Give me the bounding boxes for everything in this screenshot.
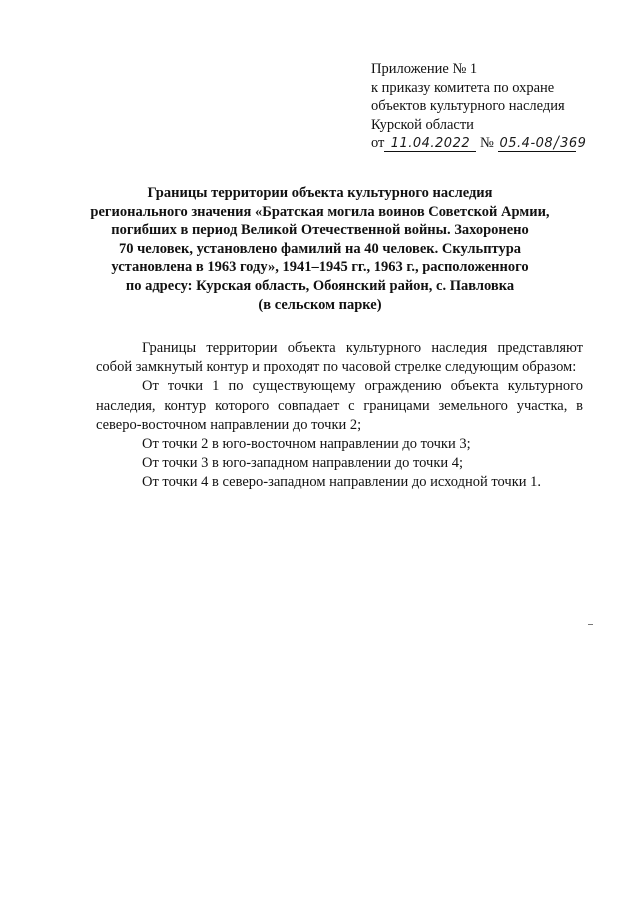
title-line: Границы территории объекта культурного наследия bbox=[147, 185, 493, 201]
scan-mark bbox=[588, 624, 593, 625]
document-body bbox=[96, 339, 583, 493]
body-paragraph-point-4: От точки 4 в северо-западном направлении до исходной точки 1. bbox=[142, 474, 542, 491]
handwritten-number-prefix: 05.4-08 bbox=[499, 136, 554, 151]
from-label: от bbox=[371, 135, 385, 151]
title-line: 70 человек, установлено фамилий на 40 человек. Скульптура bbox=[118, 240, 522, 257]
title-line: погибших в период Великой Отечественной войны. Захоронено bbox=[111, 222, 529, 239]
appendix-block bbox=[371, 60, 631, 153]
appendix-committee-line: объектов культурного наследия bbox=[371, 98, 565, 114]
title-line: регионального значения «Братская могила воинов Советской Армии, bbox=[90, 203, 550, 220]
handwritten-number bbox=[498, 132, 587, 155]
body-paragraph-point-2: От точки 2 в юго-восточном направлении до точки 3; bbox=[142, 436, 471, 453]
number-sign: № bbox=[480, 135, 494, 151]
body-paragraph-point-1: От точки 1 по существующему ограждению объекта культурного наследия, контур которого совпадает с границами земельного участка, в северо-восточном направлении до точки 2; bbox=[96, 378, 583, 433]
title-line: установлена в 1963 году», 1941–1945 гг., 1963 г., расположенного bbox=[111, 259, 529, 276]
document-title bbox=[60, 184, 580, 314]
handwritten-date: 11.04.2022 bbox=[384, 136, 476, 152]
body-paragraph-point-3: От точки 3 в юго-западном направлении до точки 4; bbox=[142, 455, 464, 472]
appendix-reference-line bbox=[371, 134, 631, 153]
appendix-order-line: к приказу комитета по охране bbox=[371, 79, 555, 96]
appendix-region-line: Курской области bbox=[371, 116, 474, 133]
body-paragraph-intro: Границы территории объекта культурного наследия представляют собой замкнутый контур и проходят по часовой стрелке следующим образом: bbox=[96, 340, 583, 376]
handwritten-number-suffix: 369 bbox=[560, 136, 587, 151]
title-line: по адресу: Курская область, Обоянский район, с. Павловка bbox=[125, 277, 515, 294]
appendix-title: Приложение № 1 bbox=[371, 61, 478, 77]
title-line: (в сельском парке) bbox=[258, 296, 382, 313]
slash-divider: / bbox=[552, 132, 562, 155]
